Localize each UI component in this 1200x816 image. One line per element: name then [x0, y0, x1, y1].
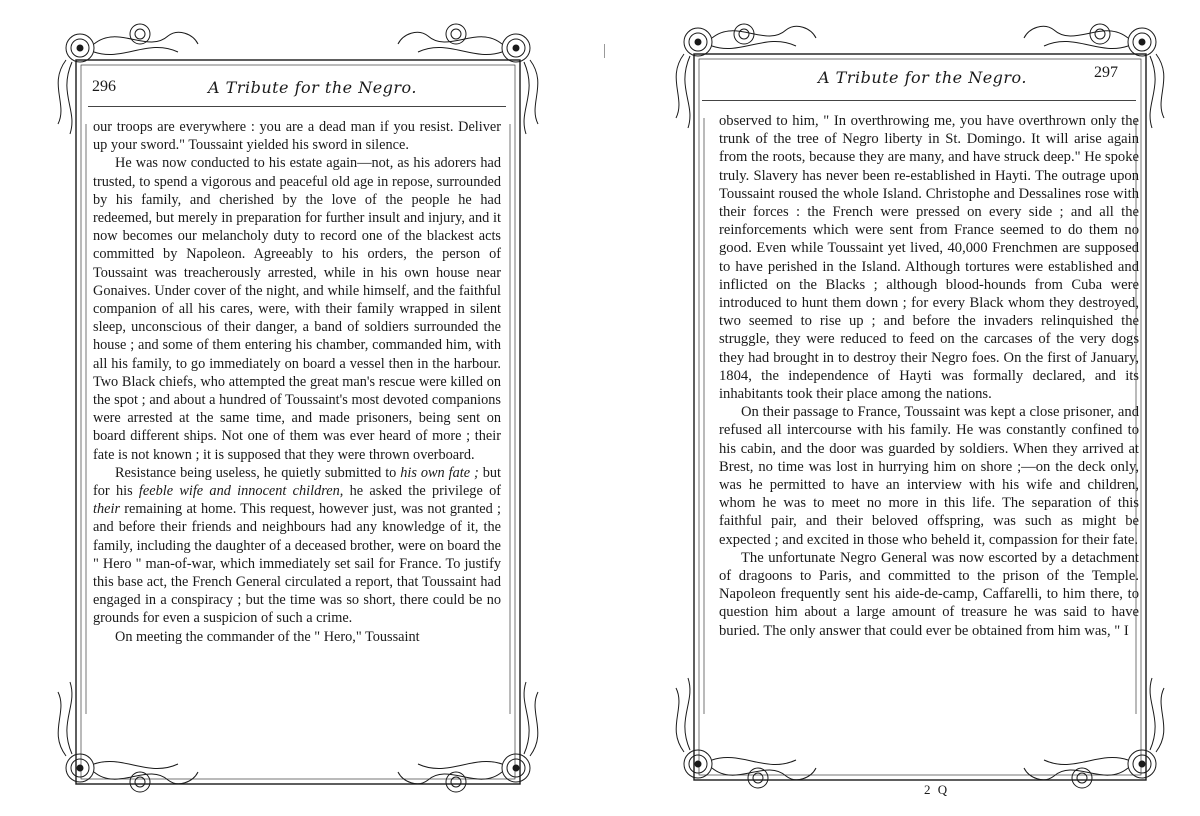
text-segment: Resistance being useless, he quietly submitted to: [115, 464, 401, 481]
paragraph: [93, 118, 501, 154]
paragraph: [719, 549, 1139, 640]
text-segment: The unfortunate Negro General was now escorted by a detachment of dragoons to Paris, and committed to the prison of the Temple. Napoleon frequently sent his aide-de-camp, Caffarelli, to him there, to question him about a large amount of treasure he was said to have buried. The only answer that could ever be obtained from him was, " I: [719, 549, 1139, 639]
corner-ornament-bottom-right: [398, 682, 538, 792]
text-segment: our troops are everywhere : you are a dead man if you resist. Deliver up your sword." Toussaint yielded his sword in silence.: [93, 119, 501, 154]
italic-text: feeble wife and innocent children,: [138, 483, 344, 500]
page-number: 296: [92, 78, 116, 95]
paragraph: [93, 154, 501, 463]
text-segment: He was now conducted to his estate again—not, as his adorers had trusted, to spend a vigorous and peaceful old age in repose, surrounded by his family, and cherished by the love of the people he had redeemed, but merely in preparation for further insult and injury, and it now becomes our melancholy duty to record one of the blackest acts committed by Napoleon. Agreeably to his orders, the person of Toussaint was treacherously arrested, while in his own house near Gonaives. Under cover of the night, and while himself, and the faithful companion of all his cares, were, with their family wrapped in silent sleep, unconscious of their danger, a band of soldiers surrounded the house ; and some of them entering his chamber, commanded him, with all his family, to go immediately on board a vessel then in the harbour. Two Black chiefs, who attempted the great man's rescue were killed on the spot ; and about a hundred of Toussaint's most devoted companions were arrested at the same time, and made prisoners, being sent on board different ships. Not one of them was ever heard of more ; their fate is not known ; it is supposed that they were thrown overboard.: [93, 155, 501, 463]
text-segment: observed to him, " In overthrowing me, you have overthrown only the trunk of the tree of Negro liberty in St. Domingo. It will arise again from the roots, because they are many, and have struck deep." He spoke truly. Slavery has never been re-established in Hayti. The outrage upon Toussaint roused the whole Island. Christophe and Dessalines rose with their forces : the French were pressed on every side ; and all the reinforcements which were sent from France seemed to do them no good. Even while Toussaint yet lived, 40,000 Frenchmen are supposed to have perished in the Island. Although tortures were established and inflicted on the Blacks ; although blood-hounds from Cuba were introduced to hunt them down ; for every Black whom they destroyed, two seemed to rise up ; and before the invaders relinquished the struggle, they were reduced to feed on the carcases of the very dogs they had brought in to destroy their Negro foes. On the first of January, 1804, the independence of Hayti was formally declared, and its inhabitants took their place among the nations.: [719, 113, 1139, 403]
text-segment: he asked the privilege of: [343, 483, 501, 500]
paragraph: [719, 112, 1139, 403]
body-text: [719, 112, 1139, 640]
header-rule: [702, 100, 1136, 101]
italic-text: their: [93, 501, 121, 518]
corner-ornament-bottom-right: [1024, 678, 1164, 788]
gutter-mark: [604, 44, 608, 58]
text-segment: remaining at home. This request, however just, was not granted ; and before their friends and neighbours had any knowledge of it, the family, including the daughter of a deceased brother, were on board the " Hero " man-of-war, which immediately set sail for France. To justify this base act, the French General circulated a report, that Toussaint had engaged in a conspiracy ; but the time was so short, there could be no grounds for even a suspicion of such a crime.: [93, 501, 501, 627]
paragraph: [93, 628, 501, 646]
corner-ornament-bottom-left: [58, 682, 198, 792]
signature-mark: 2 Q: [924, 782, 950, 797]
text-segment: On their passage to France, Toussaint was kept a close prisoner, and refused all intercourse with his family. He was constantly confined to his cabin, and the door was guarded by soldiers. When they arrived at Brest, no time was lost in hurrying him on shore ;—on the deck only, was he permitted to have an interview with his wife and children, whom he was to meet no more in this life. The separation of this faithful pair, and their beloved offspring, was such as might be expected ; and excited in those who beheld it, compassion for their fate.: [719, 404, 1139, 548]
italic-text: his own fate ;: [400, 464, 479, 481]
corner-ornament-bottom-left: [676, 678, 816, 788]
right-page: [648, 14, 1188, 802]
text-segment: but for his: [93, 464, 501, 500]
running-header-title: A Tribute for the Negro.: [208, 78, 417, 97]
page-number: 297: [1094, 64, 1118, 81]
paragraph: [93, 464, 501, 628]
left-page: [28, 14, 568, 802]
text-segment: On meeting the commander of the " Hero," Toussaint: [115, 628, 420, 645]
body-text: [93, 118, 501, 646]
running-header-title: A Tribute for the Negro.: [818, 68, 1027, 87]
header-rule: [88, 106, 506, 107]
paragraph: [719, 403, 1139, 549]
